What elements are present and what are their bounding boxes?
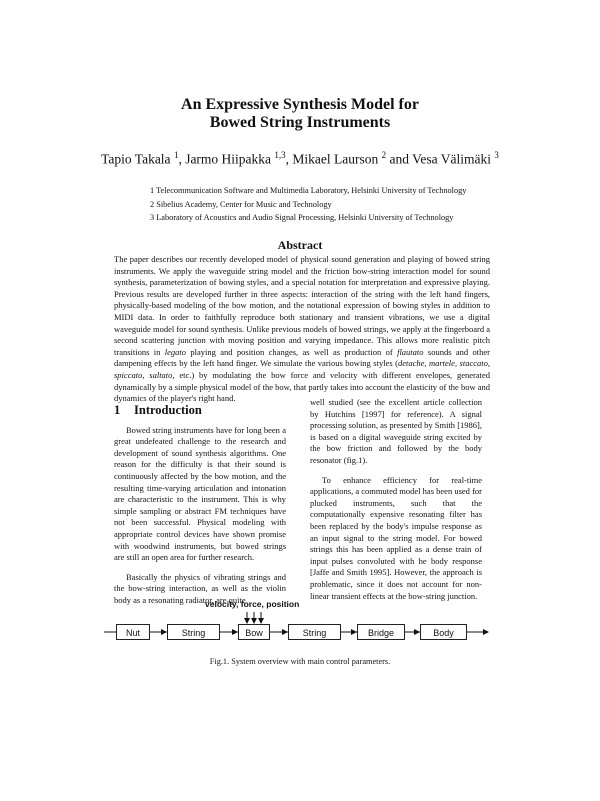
abstract-heading: Abstract xyxy=(277,238,323,252)
author-name: Jarmo Hiipakka xyxy=(185,151,272,167)
nut-box: Nut xyxy=(116,624,150,640)
right-column xyxy=(310,397,482,610)
abstract-body xyxy=(114,254,490,405)
body-paragraph: well studied (see the excellent article collection by Hutchins [1997] for reference). A signal processing solution, as presented by Smith [1986], is based on a digital waveguide string excited by the bow friction and followed by the body resonator (fig.1). xyxy=(310,397,482,465)
abstract-italic: detache, martele, staccato, spiccato, saltato, xyxy=(114,358,490,380)
abstract-text: etc.) by modulating the bow force and velocity with different envelopes, generated dynamically by a simple physical model of the bow, that partly takes into account the elasticity of the bow and dynamics of the player's right hand. xyxy=(114,369,490,404)
title-line-2: Bowed String Instruments xyxy=(209,114,391,131)
affiliations xyxy=(150,184,530,225)
section-title: Introduction xyxy=(134,403,202,417)
author-name: Tapio Takala xyxy=(101,151,171,167)
affiliation: 2 Sibelius Academy, Center for Music and Technology xyxy=(150,199,332,209)
author-name: Vesa Välimäki xyxy=(412,151,492,167)
body-paragraph: To enhance efficiency for real-time applications, a commuted model has been used for plucked instruments, such that the computationally expensive resonating filter has been replaced by the body's impulse response as an input signal to the string model. For bowed strings this has been applied as a dense train of input pulses convoluted with he body response [Jaffe and Smith 1995]. However, the approach is problematic, since it does not account for non-linear transient effects at the bow-string junction. xyxy=(310,474,482,601)
author-list xyxy=(0,150,600,168)
bow-box: Bow xyxy=(238,624,270,640)
author-affil-mark: 1,3 xyxy=(274,150,286,160)
author-affil-mark: 1 xyxy=(173,150,179,160)
abstract-text: sounds and other dampening effects by the left hand finger. We simulate the various bowing styles ( xyxy=(114,346,490,369)
left-column xyxy=(114,405,286,615)
figure-caption: Fig.1. System overview with main control parameters. xyxy=(209,657,391,666)
string-box-right: String xyxy=(288,624,341,640)
affiliation: 3 Laboratory of Acoustics and Audio Signal Processing, Helsinki University of Technology xyxy=(150,213,454,222)
abstract-paragraph xyxy=(114,254,490,405)
body-box: Body xyxy=(420,624,467,640)
author-separator: , xyxy=(178,151,186,167)
string-box-left: String xyxy=(167,624,220,640)
abstract-text: playing and position changes, as well as production of xyxy=(186,346,398,357)
author-separator: , xyxy=(285,151,293,167)
abstract-italic: flautato xyxy=(397,346,424,357)
body-paragraph: Bowed string instruments have for long been a great undefeated challenge to the research and development of sound synthesis algorithms. One reason for the difficulty is that their sound is continuously affected by the bow motion, and the resulting time-varying articulation and intonation are characteristic to the instrument. This is why simple sampling or abstract FM techniques have not been successful. Physical modeling with appropriate control devices have shown promise with woodwind instruments, but bowed strings are still an open area for further research. xyxy=(114,424,286,563)
affiliation: 1 Telecommunication Software and Multimedia Laboratory, Helsinki University of Technology xyxy=(150,186,467,195)
abstract-text: The paper describes our recently developed model of physical sound generation and playing of bowed string instruments. We apply the waveguide string model and the friction bow-string interaction model for sound synthesis, parameterization of bowing styles, and a special notation for interpretation and expressive playing. Previous results are developed further in three aspects: interaction of the string with the left hand fingers, physically-based modeling of the bow motion, and the notational expression of bowing styles in addition to MIDI data. In order to faithfully reproduce both stationary and transient vibrations, we use a digital waveguide model for sound synthesis. Unlike previous models of bowed strings, we apply at the fingerboard a second scattering junction with moving position and varying impedance. This allows more realistic pitch transitions in xyxy=(114,254,490,357)
section-number: 1 xyxy=(114,403,121,417)
author-name: Mikael Laurson xyxy=(292,151,379,167)
section-heading xyxy=(114,405,286,417)
title-line-1: An Expressive Synthesis Model for xyxy=(181,96,419,113)
author-conjunction: and xyxy=(386,151,413,167)
control-parameters-label: velocity, force, position xyxy=(205,599,300,609)
bridge-box: Bridge xyxy=(357,624,405,640)
abstract-italic: legato xyxy=(164,346,187,357)
author-affil-mark: 3 xyxy=(494,150,499,160)
body-paragraph: Basically the physics of vibrating strings and the bow-string interaction, as well as the violin body as a resonating radiator, are quite xyxy=(114,571,286,605)
paper-title xyxy=(0,96,600,132)
author-affil-mark: 2 xyxy=(381,150,387,160)
